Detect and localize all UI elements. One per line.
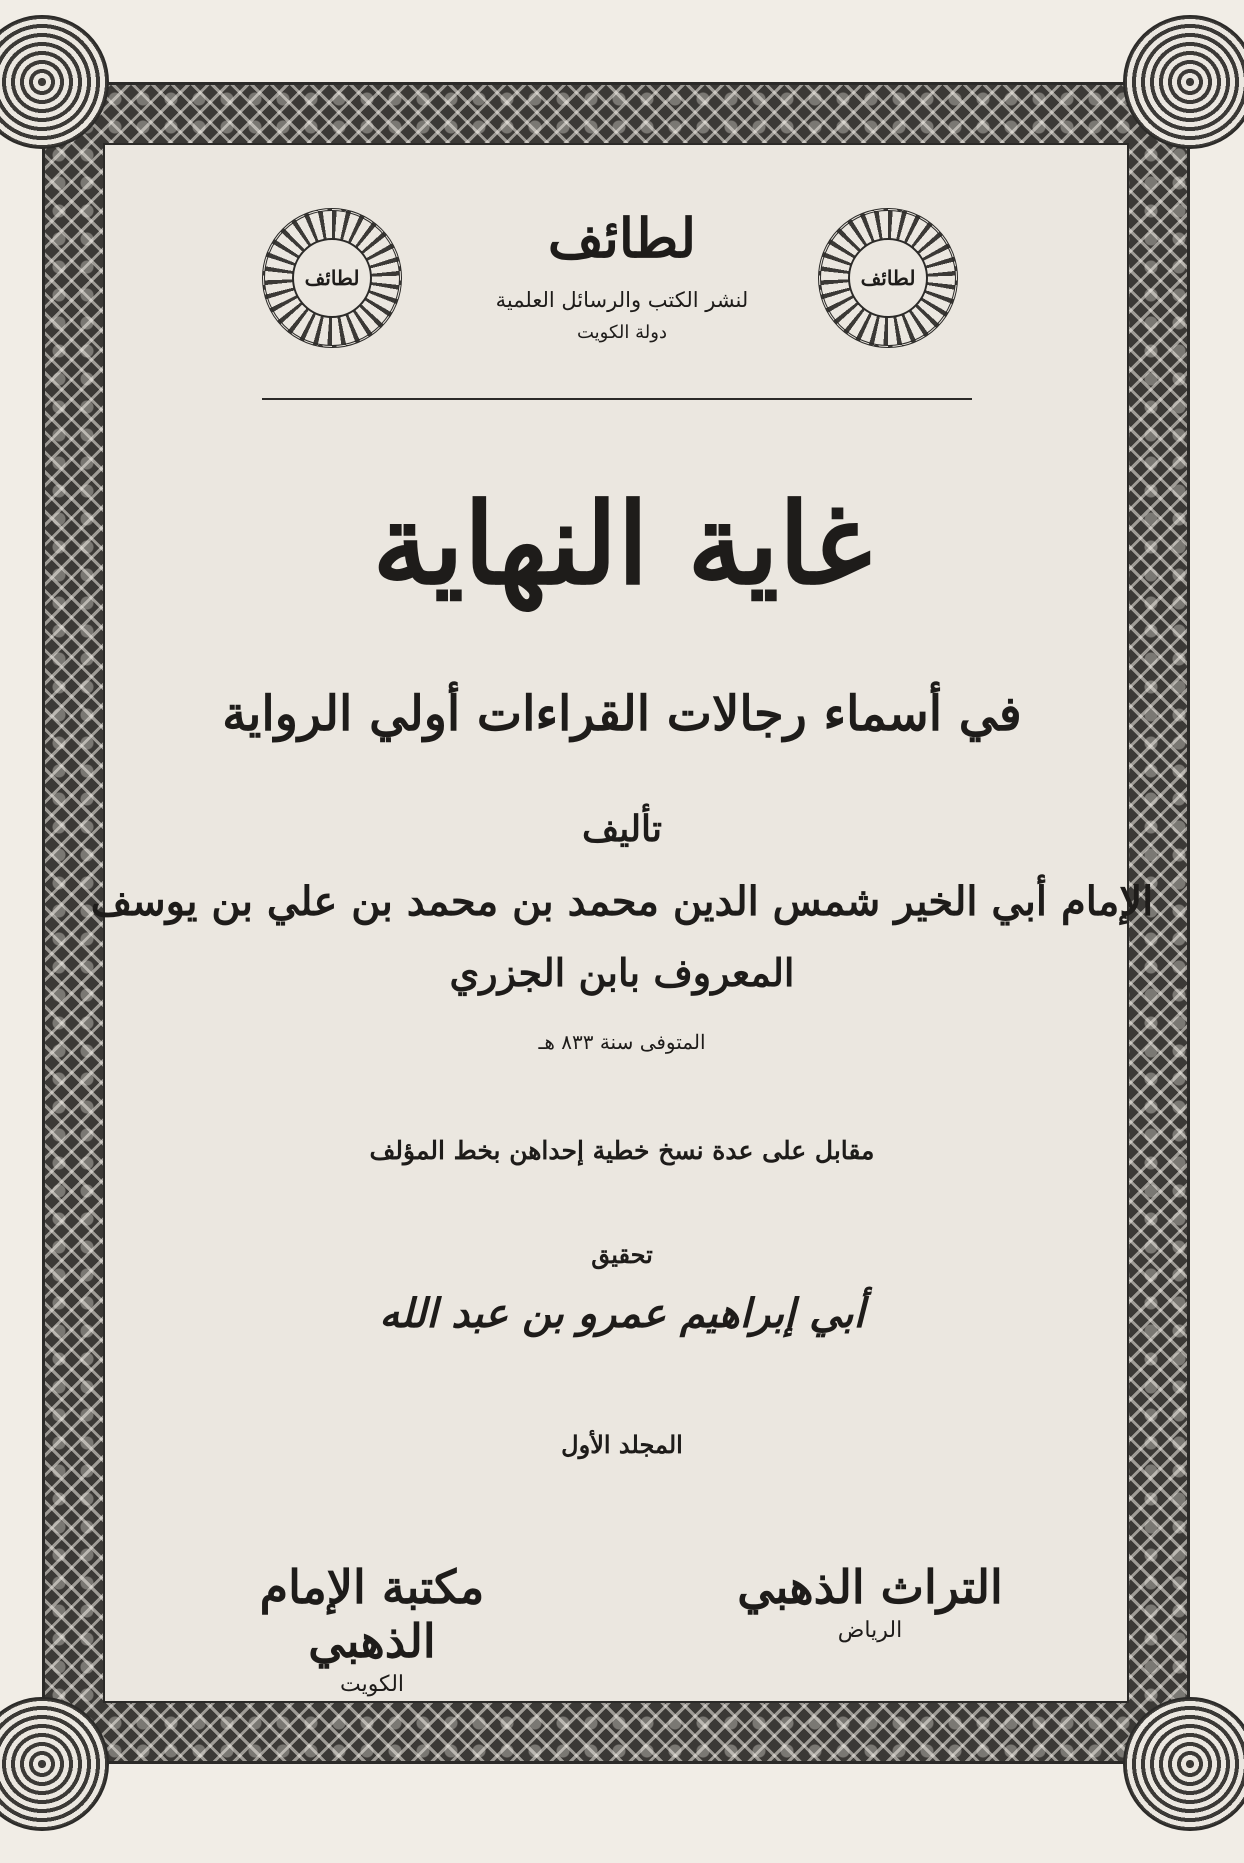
divider-line: [262, 398, 972, 400]
volume-label: المجلد الأول: [561, 1430, 683, 1459]
corner-ornament-bottom-right: [1123, 1697, 1244, 1831]
corner-ornament-top-right: [1123, 15, 1244, 149]
book-subtitle: في أسماء رجالات القراءات أولي الرواية: [222, 686, 1022, 742]
editing-label: تحقيق: [591, 1240, 653, 1269]
author-line-2: المعروف بابن الجزري: [449, 950, 795, 995]
author-death-date: المتوفى سنة ٨٣٣ هـ: [538, 1030, 706, 1054]
seal-right-text: لطائف: [860, 266, 916, 290]
book-title: غاية النهاية: [372, 479, 872, 610]
editor-name: أبي إبراهيم عمرو بن عبد الله: [379, 1290, 865, 1337]
publisher-bottom-left-name: مكتبة الإمام الذهبي: [259, 1560, 485, 1668]
publisher-place: دولة الكويت: [577, 322, 667, 343]
publisher-subtitle: لنشر الكتب والرسائل العلمية: [495, 288, 749, 312]
publisher-name: لطائف: [547, 206, 697, 270]
publisher-bottom-right: [720, 1560, 1020, 1643]
collation-note: مقابل على عدة نسخ خطية إحداهن بخط المؤلف: [369, 1136, 875, 1165]
seal-left-text: لطائف: [304, 266, 360, 290]
corner-ornament-bottom-left: [0, 1697, 109, 1831]
publisher-bottom-right-city: الرياض: [837, 1618, 903, 1643]
corner-ornament-top-left: [0, 15, 109, 149]
publisher-bottom-right-name: التراث الذهبي: [737, 1560, 1003, 1614]
author-line-1: الإمام أبي الخير شمس الدين محمد بن محمد بن علي بن يوسف: [90, 878, 1154, 925]
publisher-bottom-left-city: الكويت: [339, 1672, 405, 1697]
authorship-label: تأليف: [581, 808, 663, 850]
publisher-bottom-left: [222, 1560, 522, 1697]
